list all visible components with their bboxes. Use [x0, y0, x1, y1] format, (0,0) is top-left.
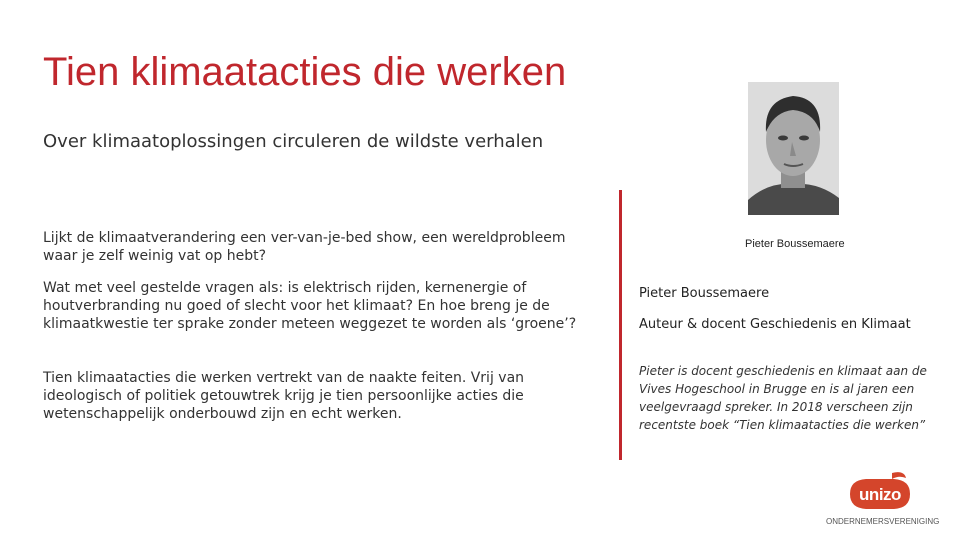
questions-paragraph: Wat met veel gestelde vragen als: is elektrisch rijden, kernenergie of houtverbranding nu goed of slecht voor het klimaat? En hoe breng je de klimaatkwestie ter sprake zonder meteen weggezet te worden als ‘groene’? — [43, 280, 577, 332]
speaker-role: Auteur & docent Geschiedenis en Klimaat — [639, 317, 911, 332]
speaker-photo — [748, 82, 839, 215]
speaker-bio: Pieter is docent geschiedenis en klimaat aan de Vives Hogeschool in Brugge en is al jaren een veelgevraagd spreker. In 2018 verscheen zijn recentste boek “Tien klimaatacties die werken” — [639, 364, 927, 432]
photo-caption: Pieter Boussemaere — [745, 238, 845, 250]
book-paragraph: Tien klimaatacties die werken vertrekt van de naakte feiten. Vrij van ideologisch of politiek getouwtrek krijg je tien persoonlijke acties die wetenschappelijk onderbouwd zijn en echt werken. — [43, 370, 525, 422]
logo-wordmark: unizo — [859, 485, 901, 504]
slide-title: Tien klimaatacties die werken — [43, 50, 567, 94]
unizo-logo — [826, 470, 940, 530]
logo-tagline: ONDERNEMERSVERENIGING — [826, 517, 940, 526]
slide-subtitle: Over klimaatoplossingen circuleren de wildste verhalen — [43, 131, 544, 152]
portrait-image — [748, 82, 839, 215]
vertical-divider — [619, 190, 622, 460]
intro-paragraph: Lijkt de klimaatverandering een ver-van-je-bed show, een wereldprobleem waar je zelf weinig vat op hebt? — [43, 230, 566, 264]
speaker-name: Pieter Boussemaere — [639, 286, 770, 301]
